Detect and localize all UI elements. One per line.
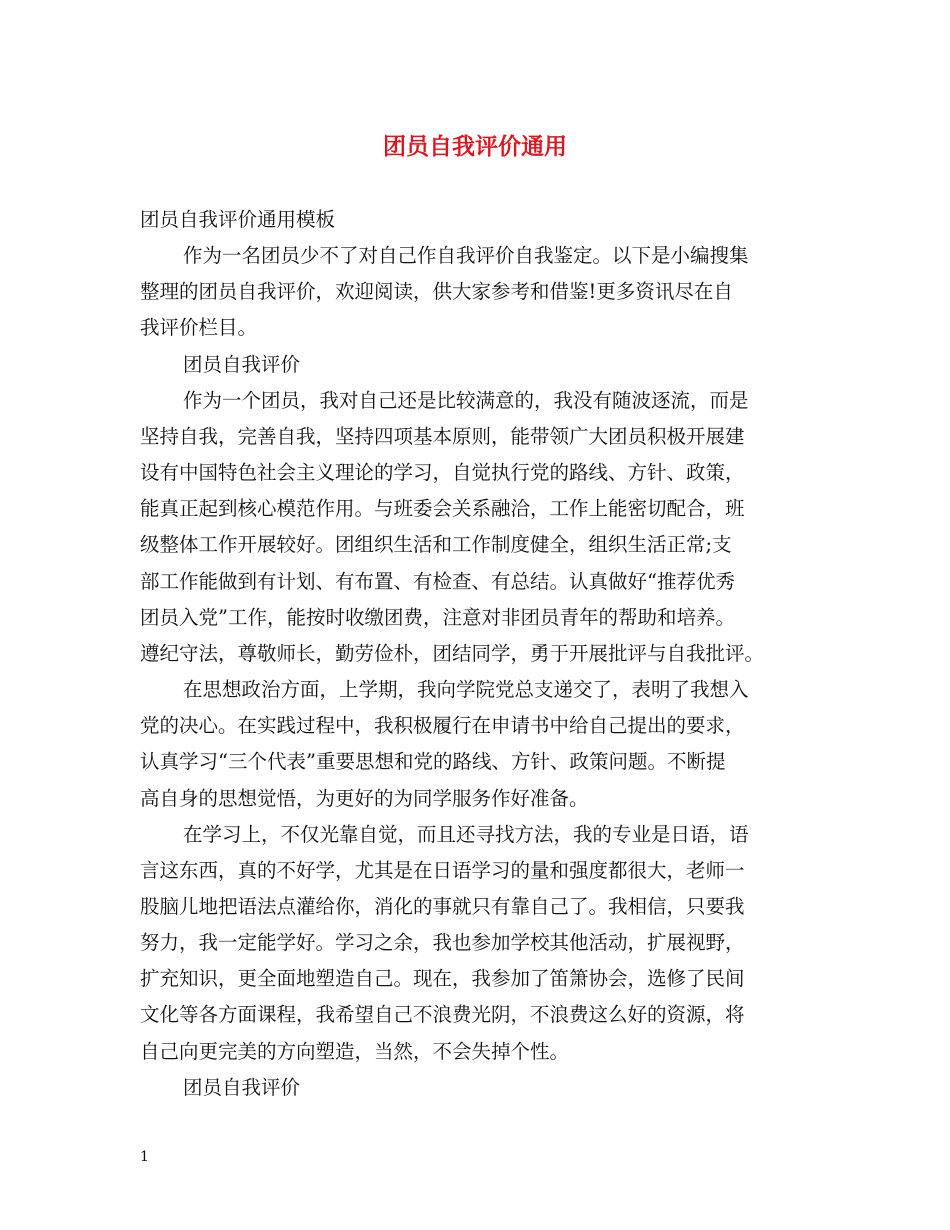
document-title: 团员自我评价通用 — [383, 133, 567, 160]
text-line: 认真学习“三个代表”重要思想和党的路线、方针、政策问题。不断提 — [140, 750, 726, 774]
text-line: 高自身的思想觉悟，为更好的为同学服务作好准备。 — [140, 786, 589, 810]
text-line: 能真正起到核心模范作用。与班委会关系融洽，工作上能密切配合，班 — [140, 497, 745, 521]
text-line: 努力，我一定能学好。学习之余，我也参加学校其他活动，扩展视野， — [140, 931, 745, 955]
text-line: 团员自我评价通用模板 — [140, 208, 336, 231]
text-line: 在思想政治方面，上学期，我向学院党总支递交了，表明了我想入 — [183, 678, 749, 702]
text-line: 我评价栏目。 — [140, 316, 258, 340]
text-line: 团员自我评价 — [183, 352, 301, 376]
text-line: 团员自我评价 — [183, 1075, 301, 1099]
text-line: 团员入党”工作，能按时收缴团费，注意对非团员青年的帮助和培养。 — [140, 605, 735, 629]
text-line: 股脑儿地把语法点灌给你，消化的事就只有靠自己了。我相信，只要我 — [140, 894, 745, 918]
text-line: 在学习上，不仅光靠自觉，而且还寻找方法，我的专业是日语，语 — [183, 822, 749, 846]
document-body — [140, 202, 830, 1106]
text-line: 言这东西，真的不好学，尤其是在日语学习的量和强度都很大，老师一 — [140, 858, 745, 882]
text-line: 遵纪守法，尊敬师长，勤劳俭朴，团结同学，勇于开展批评与自我批评。 — [140, 641, 765, 665]
text-line: 文化等各方面课程，我希望自己不浪费光阴，不浪费这么好的资源，将 — [140, 1003, 745, 1027]
text-line: 部工作能做到有计划、有布置、有检查、有总结。认真做好“推荐优秀 — [140, 569, 735, 593]
page-number: 1 — [140, 1149, 149, 1165]
text-line: 设有中国特色社会主义理论的学习，自觉执行党的路线、方针、政策， — [140, 461, 745, 485]
text-line: 自己向更完美的方向塑造，当然，不会失掉个性。 — [140, 1039, 570, 1063]
text-line: 作为一名团员少不了对自己作自我评价自我鉴定。以下是小编搜集 — [183, 244, 749, 268]
text-line: 坚持自我，完善自我，坚持四项基本原则，能带领广大团员积极开展建 — [140, 424, 745, 448]
text-line: 党的决心。在实践过程中，我积极履行在申请书中给自己提出的要求， — [140, 714, 745, 738]
text-line: 作为一个团员，我对自己还是比较满意的，我没有随波逐流，而是 — [183, 388, 749, 412]
text-line: 扩充知识，更全面地塑造自己。现在，我参加了笛箫协会，选修了民间 — [140, 967, 745, 991]
text-line: 整理的团员自我评价，欢迎阅读，供大家参考和借鉴!更多资讯尽在自 — [140, 280, 733, 304]
text-line: 级整体工作开展较好。团组织生活和工作制度健全，组织生活正常;支 — [140, 533, 732, 557]
